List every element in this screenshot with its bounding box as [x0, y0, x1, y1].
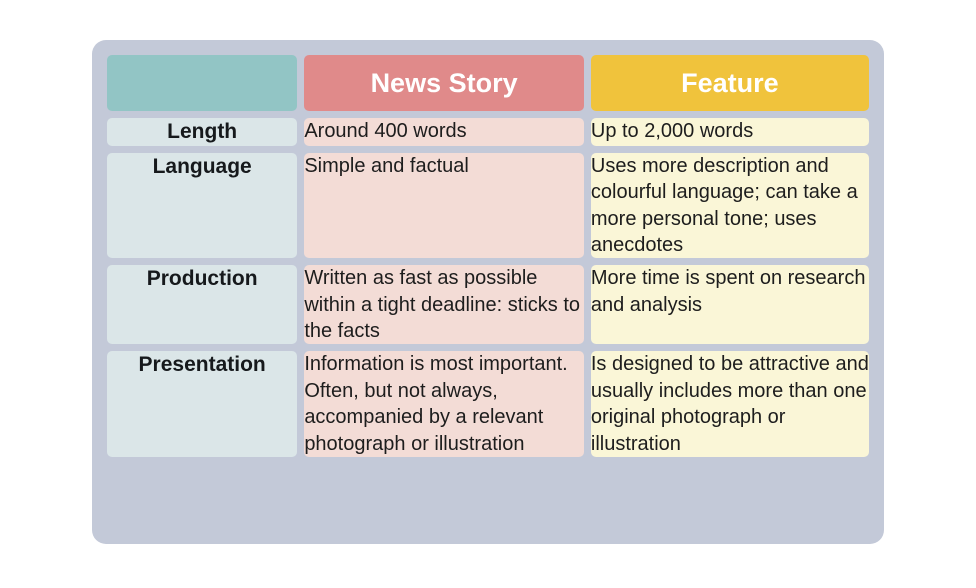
cell-news-length: Around 400 words [304, 118, 584, 146]
table-body [107, 118, 869, 457]
cell-feature-length: Up to 2,000 words [591, 118, 869, 146]
table-row [107, 265, 869, 344]
cell-feature-presentation: Is designed to be attractive and usually includes more than one original photograph or illustration [591, 351, 869, 457]
row-label-production: Production [107, 265, 297, 344]
header-corner-cell [107, 55, 297, 111]
comparison-table-frame [92, 40, 884, 544]
row-label-presentation: Presentation [107, 351, 297, 457]
cell-news-presentation: Information is most important. Often, but not always, accompanied by a relevant photograph or illustration [304, 351, 584, 457]
cell-feature-language: Uses more description and colourful language; can take a more personal tone; uses anecdotes [591, 153, 869, 259]
table-row [107, 153, 869, 259]
table-header-row [107, 55, 869, 111]
table-header [107, 55, 869, 111]
header-feature: Feature [591, 55, 869, 111]
row-label-language: Language [107, 153, 297, 259]
table-row [107, 118, 869, 146]
header-news-story: News Story [304, 55, 584, 111]
cell-news-language: Simple and factual [304, 153, 584, 259]
table-row [107, 351, 869, 457]
row-label-length: Length [107, 118, 297, 146]
comparison-table [100, 48, 876, 464]
cell-feature-production: More time is spent on research and analysis [591, 265, 869, 344]
cell-news-production: Written as fast as possible within a tight deadline: sticks to the facts [304, 265, 584, 344]
